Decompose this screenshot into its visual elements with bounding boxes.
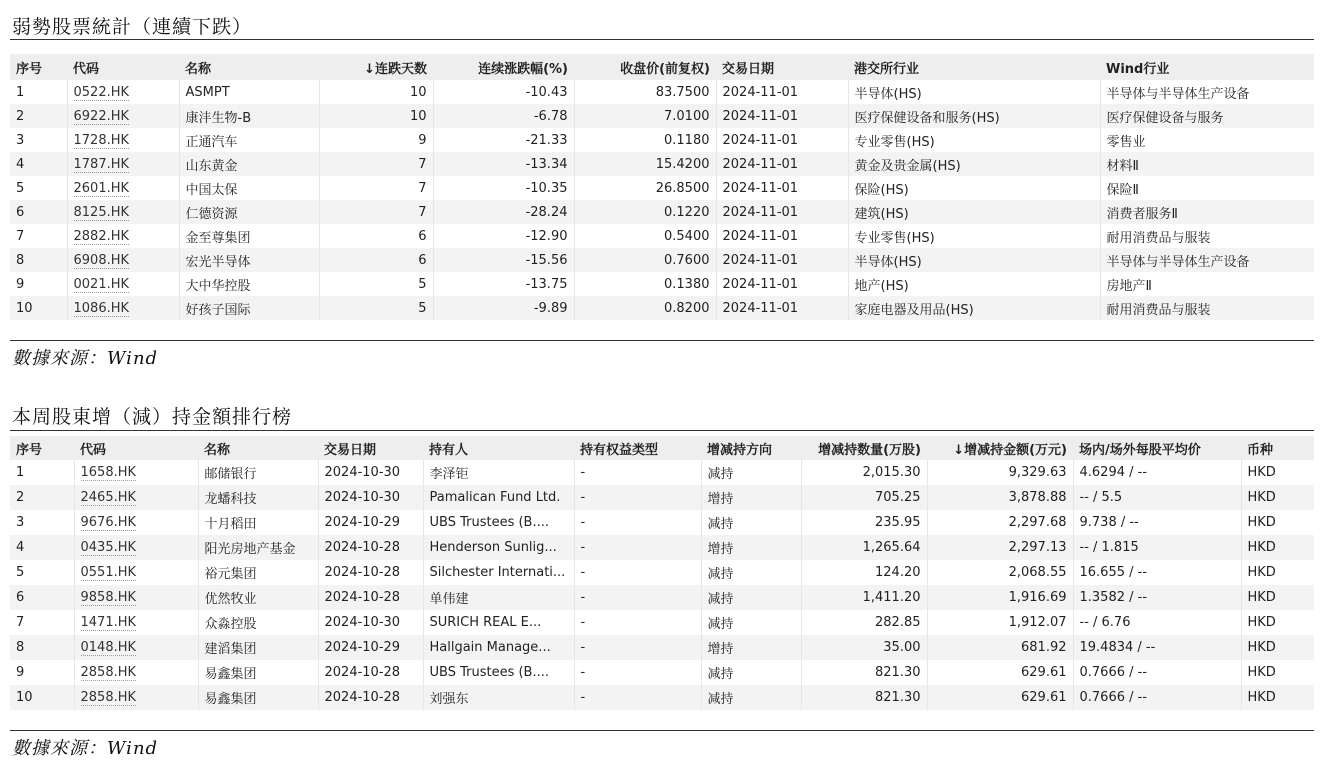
cell-code[interactable] xyxy=(74,635,198,660)
cell-avg-price: 4.6294 / -- xyxy=(1073,460,1241,485)
table-row[interactable] xyxy=(10,685,1314,710)
stock-code-link[interactable]: 2858.HK xyxy=(80,690,137,705)
cell-amount: 9,329.63 xyxy=(927,460,1073,485)
cell-code[interactable] xyxy=(67,176,179,200)
cell-equity-type: - xyxy=(574,485,701,510)
cell-direction: 减持 xyxy=(701,660,801,685)
cell-code[interactable] xyxy=(67,80,179,104)
cell-wind: 耐用消费品与服装 xyxy=(1106,230,1211,246)
cell-name: 大中华控股 xyxy=(179,272,319,296)
cell-amount: 3,878.88 xyxy=(927,485,1073,510)
cell-days: 7 xyxy=(319,200,433,224)
section2-top-rule xyxy=(10,430,1314,431)
cell-qty: 2,015.30 xyxy=(801,460,927,485)
cell-holder: 刘强东 xyxy=(423,685,574,710)
cell-date: 2024-11-01 xyxy=(716,224,848,248)
cell-seq: 1 xyxy=(10,460,74,485)
cell-close: 0.1380 xyxy=(574,272,716,296)
cell-currency: HKD xyxy=(1241,635,1314,660)
col-days-label: 连跌天数 xyxy=(374,61,427,77)
cell-seq: 10 xyxy=(10,685,74,710)
cell-days: 10 xyxy=(319,80,433,104)
cell-name: 十月稻田 xyxy=(198,510,318,535)
stock-code-link[interactable]: 0551.HK xyxy=(80,565,137,580)
cell-qty: 821.30 xyxy=(801,660,927,685)
stock-code-link[interactable]: 1658.HK xyxy=(80,465,137,480)
stock-code-link[interactable]: 0148.HK xyxy=(80,640,137,655)
cell-currency: HKD xyxy=(1241,535,1314,560)
col-trade-date[interactable]: 交易日期 xyxy=(318,436,423,460)
cell-hkex: 保险(HS) xyxy=(848,176,1100,200)
stock-code-link[interactable]: 6908.HK xyxy=(73,252,130,268)
section1-top-rule xyxy=(10,39,1314,40)
cell-seq: 8 xyxy=(10,635,74,660)
cell-code[interactable] xyxy=(74,460,198,485)
col-consecutive-down-days[interactable] xyxy=(319,54,433,80)
cell-amount: 629.61 xyxy=(927,685,1073,710)
stock-code-link[interactable]: 8125.HK xyxy=(73,204,130,220)
col-currency[interactable]: 币种 xyxy=(1241,436,1314,460)
cell-equity-type: - xyxy=(574,610,701,635)
cell-days: 5 xyxy=(319,296,433,320)
cell-amount: 2,068.55 xyxy=(927,560,1073,585)
cell-code[interactable] xyxy=(74,485,198,510)
cell-name: 仁德资源 xyxy=(179,200,319,224)
col-close-price[interactable]: 收盘价(前复权) xyxy=(574,54,716,80)
cell-wind: 消费者服务Ⅱ xyxy=(1100,200,1314,224)
cell-currency: HKD xyxy=(1241,685,1314,710)
table-row[interactable] xyxy=(10,535,1314,560)
cell-currency: HKD xyxy=(1247,665,1276,680)
col-name[interactable]: 名称 xyxy=(198,436,318,460)
table-row[interactable] xyxy=(10,296,1314,320)
cell-name: 康沣生物-B xyxy=(179,104,319,128)
cell-pct: -6.78 xyxy=(433,104,574,128)
stock-code-link[interactable]: 1787.HK xyxy=(73,156,130,172)
col-seq[interactable]: 序号 xyxy=(10,436,74,460)
cell-equity-type: - xyxy=(574,635,701,660)
table-row[interactable] xyxy=(10,660,1314,685)
cell-code[interactable] xyxy=(67,248,179,272)
cell-amount: 629.61 xyxy=(927,660,1073,685)
cell-amount: 1,912.07 xyxy=(927,610,1073,635)
section2-title: 本周股東增（減）持金額排行榜 xyxy=(12,406,293,428)
cell-close: 0.1180 xyxy=(574,128,716,152)
cell-avg-price: -- / 5.5 xyxy=(1073,485,1241,510)
cell-qty: 705.25 xyxy=(801,485,927,510)
cell-close: 26.8500 xyxy=(574,176,716,200)
cell-qty: 124.20 xyxy=(801,560,927,585)
table-header-row xyxy=(10,54,1314,80)
cell-holder: 李泽钜 xyxy=(423,460,574,485)
cell-date: 2024-10-30 xyxy=(318,610,423,635)
cell-date: 2024-10-28 xyxy=(318,685,423,710)
cell-seq: 1 xyxy=(10,80,67,104)
cell-direction: 增持 xyxy=(701,535,801,560)
cell-name: 山东黄金 xyxy=(179,152,319,176)
table-row[interactable] xyxy=(10,248,1314,272)
table-row[interactable] xyxy=(10,510,1314,535)
section1-bottom-rule xyxy=(10,340,1314,341)
col-avg-price[interactable]: 场内/场外每股平均价 xyxy=(1073,436,1241,460)
cell-currency: HKD xyxy=(1241,585,1314,610)
cell-pct: -10.43 xyxy=(433,80,574,104)
col-quantity[interactable]: 增减持数量(万股) xyxy=(801,436,927,460)
table-header-row xyxy=(10,436,1314,460)
cell-date: 2024-11-01 xyxy=(716,104,848,128)
cell-name: 裕元集团 xyxy=(198,560,318,585)
cell-wind: 房地产Ⅱ xyxy=(1106,278,1152,294)
cell-close: 0.7600 xyxy=(574,248,716,272)
col-amount-label: 增减持金额(万元) xyxy=(964,442,1067,458)
table-row[interactable] xyxy=(10,104,1314,128)
cell-holder: SURICH REAL E... xyxy=(423,610,574,635)
cell-name: 众淼控股 xyxy=(198,610,318,635)
cell-days: 10 xyxy=(319,104,433,128)
cell-seq: 7 xyxy=(10,224,67,248)
stock-code-link[interactable]: 6922.HK xyxy=(73,108,130,124)
cell-currency: HKD xyxy=(1247,465,1276,480)
table-row[interactable] xyxy=(10,610,1314,635)
cell-wind: 耐用消费品与服装 xyxy=(1100,296,1314,320)
cell-date: 2024-10-28 xyxy=(318,660,423,685)
cell-seq: 6 xyxy=(10,200,67,224)
table-row[interactable] xyxy=(10,272,1314,296)
cell-days: 7 xyxy=(319,176,433,200)
col-code[interactable]: 代码 xyxy=(67,54,179,80)
cell-equity-type: - xyxy=(574,585,701,610)
col-hkex-industry[interactable]: 港交所行业 xyxy=(848,54,1100,80)
cell-code[interactable] xyxy=(67,224,179,248)
stock-code-link[interactable]: 1471.HK xyxy=(80,615,137,630)
cell-name: ASMPT xyxy=(179,80,319,104)
cell-close: 15.4200 xyxy=(574,152,716,176)
table-row[interactable] xyxy=(10,560,1314,585)
cell-date: 2024-11-01 xyxy=(716,296,848,320)
cell-holder: Hallgain Manage... xyxy=(423,635,574,660)
col-direction[interactable]: 增减持方向 xyxy=(701,436,801,460)
cell-days: 6 xyxy=(319,248,433,272)
cell-code[interactable] xyxy=(74,685,198,710)
table-row[interactable] xyxy=(10,80,1314,104)
cell-equity-type: - xyxy=(574,510,701,535)
cell-avg-price: 0.7666 / -- xyxy=(1073,685,1241,710)
cell-direction: 减持 xyxy=(701,510,801,535)
table-row[interactable] xyxy=(10,200,1314,224)
cell-hkex: 半导体(HS) xyxy=(848,80,1100,104)
cell-date: 2024-10-30 xyxy=(318,485,423,510)
col-cumulative-change[interactable]: 连续涨跌幅(%) xyxy=(433,54,574,80)
cell-hkex: 医疗保健设备和服务(HS) xyxy=(848,104,1100,128)
stock-code-link[interactable]: 2465.HK xyxy=(80,490,137,505)
cell-equity-type: - xyxy=(574,460,701,485)
cell-qty: 821.30 xyxy=(801,685,927,710)
col-seq[interactable]: 序号 xyxy=(10,54,67,80)
cell-name: 阳光房地产基金 xyxy=(198,535,318,560)
cell-direction: 减持 xyxy=(701,685,801,710)
cell-name: 中国太保 xyxy=(179,176,319,200)
sort-desc-icon: ↓ xyxy=(364,61,375,77)
cell-date: 2024-10-29 xyxy=(318,635,423,660)
cell-name: 易鑫集团 xyxy=(198,660,318,685)
table-row[interactable] xyxy=(10,485,1314,510)
col-name[interactable]: 名称 xyxy=(179,54,319,80)
cell-amount: 681.92 xyxy=(927,635,1073,660)
cell-holder: Pamalican Fund Ltd. xyxy=(423,485,574,510)
cell-holder: Henderson Sunlig... xyxy=(423,535,574,560)
cell-seq: 3 xyxy=(10,128,67,152)
cell-name: 龙蟠科技 xyxy=(198,485,318,510)
stock-code-link[interactable]: 0522.HK xyxy=(73,84,130,100)
cell-avg-price: 1.3582 / -- xyxy=(1073,585,1241,610)
cell-date: 2024-10-28 xyxy=(318,560,423,585)
cell-hkex: 半导体(HS) xyxy=(848,248,1100,272)
cell-currency: HKD xyxy=(1247,615,1276,630)
cell-direction: 增持 xyxy=(701,635,801,660)
cell-name: 正通汽车 xyxy=(179,128,319,152)
cell-seq: 9 xyxy=(10,272,67,296)
table-row[interactable] xyxy=(10,635,1314,660)
cell-pct: -21.33 xyxy=(433,128,574,152)
table-row[interactable] xyxy=(10,224,1314,248)
cell-seq: 10 xyxy=(10,296,67,320)
cell-date: 2024-11-01 xyxy=(716,248,848,272)
cell-holder: Silchester Internati... xyxy=(423,560,574,585)
cell-avg-price: -- / 6.76 xyxy=(1073,610,1241,635)
cell-holder: UBS Trustees (B.... xyxy=(423,660,574,685)
table-row[interactable] xyxy=(10,128,1314,152)
cell-wind: 医疗保健设备与服务 xyxy=(1100,104,1314,128)
cell-date: 2024-11-01 xyxy=(716,152,848,176)
cell-close: 0.5400 xyxy=(574,224,716,248)
col-holder[interactable]: 持有人 xyxy=(423,436,574,460)
cell-hkex: 黄金及贵金属(HS) xyxy=(848,152,1100,176)
cell-date: 2024-11-01 xyxy=(716,128,848,152)
cell-code[interactable] xyxy=(74,610,198,635)
cell-pct: -9.89 xyxy=(433,296,574,320)
cell-pct: -15.56 xyxy=(433,248,574,272)
cell-seq: 2 xyxy=(10,104,67,128)
cell-code[interactable] xyxy=(67,296,179,320)
cell-qty: 35.00 xyxy=(801,635,927,660)
cell-currency: HKD xyxy=(1247,565,1276,580)
cell-code[interactable] xyxy=(67,200,179,224)
cell-qty: 1,265.64 xyxy=(801,535,927,560)
cell-direction: 减持 xyxy=(701,460,801,485)
cell-equity-type: - xyxy=(574,560,701,585)
cell-direction: 减持 xyxy=(701,585,801,610)
stock-code-link[interactable]: 2882.HK xyxy=(73,228,130,244)
cell-direction: 减持 xyxy=(701,610,801,635)
cell-name: 易鑫集团 xyxy=(198,685,318,710)
cell-equity-type: - xyxy=(574,535,701,560)
cell-wind: 半导体与半导体生产设备 xyxy=(1106,86,1250,102)
cell-days: 9 xyxy=(319,128,433,152)
cell-date: 2024-10-29 xyxy=(318,510,423,535)
stock-code-link[interactable]: 1728.HK xyxy=(73,132,130,148)
table-row[interactable] xyxy=(10,585,1314,610)
cell-days: 7 xyxy=(319,152,433,176)
stock-code-link[interactable]: 0021.HK xyxy=(73,276,130,292)
cell-equity-type: - xyxy=(574,685,701,710)
cell-qty: 235.95 xyxy=(801,510,927,535)
cell-seq: 6 xyxy=(10,585,74,610)
cell-code[interactable] xyxy=(74,560,198,585)
cell-date: 2024-10-30 xyxy=(318,460,423,485)
cell-pct: -13.34 xyxy=(433,152,574,176)
cell-amount: 2,297.68 xyxy=(927,510,1073,535)
table-row[interactable] xyxy=(10,176,1314,200)
cell-seq: 4 xyxy=(10,152,67,176)
cell-code[interactable] xyxy=(74,535,198,560)
cell-wind: 零售业 xyxy=(1106,134,1146,150)
cell-code[interactable] xyxy=(67,128,179,152)
holder-change-table xyxy=(10,436,1314,710)
cell-date: 2024-11-01 xyxy=(716,272,848,296)
cell-close: 0.1220 xyxy=(574,200,716,224)
cell-seq: 8 xyxy=(10,248,67,272)
cell-name: 宏光半导体 xyxy=(179,248,319,272)
cell-holder: 单伟建 xyxy=(423,585,574,610)
cell-pct: -28.24 xyxy=(433,200,574,224)
cell-avg-price: -- / 1.815 xyxy=(1073,535,1241,560)
stock-code-link[interactable]: 2858.HK xyxy=(80,665,137,680)
section2-bottom-rule xyxy=(10,730,1314,731)
cell-hkex: 地产(HS) xyxy=(848,272,1100,296)
table-row[interactable] xyxy=(10,152,1314,176)
cell-code[interactable] xyxy=(74,585,198,610)
cell-close: 0.8200 xyxy=(574,296,716,320)
cell-date: 2024-11-01 xyxy=(716,80,848,104)
cell-date: 2024-10-28 xyxy=(318,585,423,610)
col-code[interactable]: 代码 xyxy=(74,436,198,460)
cell-code[interactable] xyxy=(74,510,198,535)
cell-avg-price: 9.738 / -- xyxy=(1073,510,1241,535)
cell-qty: 282.85 xyxy=(801,610,927,635)
cell-name: 优然牧业 xyxy=(198,585,318,610)
cell-seq: 5 xyxy=(10,176,67,200)
cell-hkex: 专业零售(HS) xyxy=(848,128,1100,152)
cell-name: 建滔集团 xyxy=(198,635,318,660)
cell-amount: 2,297.13 xyxy=(927,535,1073,560)
cell-wind: 材料Ⅱ xyxy=(1100,152,1314,176)
cell-avg-price: 19.4834 / -- xyxy=(1073,635,1241,660)
cell-days: 6 xyxy=(319,224,433,248)
cell-code[interactable] xyxy=(67,272,179,296)
cell-pct: -12.90 xyxy=(433,224,574,248)
stock-code-link[interactable]: 9858.HK xyxy=(80,590,137,605)
cell-seq: 9 xyxy=(10,660,74,685)
cell-seq: 7 xyxy=(10,610,74,635)
stock-code-link[interactable]: 0435.HK xyxy=(80,540,137,555)
stock-code-link[interactable]: 2601.HK xyxy=(73,180,130,196)
cell-close: 83.7500 xyxy=(574,80,716,104)
cell-currency: HKD xyxy=(1241,485,1314,510)
cell-pct: -10.35 xyxy=(433,176,574,200)
cell-avg-price: 16.655 / -- xyxy=(1073,560,1241,585)
cell-hkex: 专业零售(HS) xyxy=(848,224,1100,248)
cell-currency: HKD xyxy=(1247,515,1276,530)
cell-wind: 保险Ⅱ xyxy=(1106,182,1139,198)
cell-name: 好孩子国际 xyxy=(179,296,319,320)
section1-title: 弱勢股票統計（連續下跌） xyxy=(12,16,253,38)
cell-hkex: 建筑(HS) xyxy=(848,200,1100,224)
cell-seq: 3 xyxy=(10,510,74,535)
col-equity-type[interactable]: 持有权益类型 xyxy=(574,436,701,460)
cell-code[interactable] xyxy=(67,104,179,128)
cell-amount: 1,916.69 xyxy=(927,585,1073,610)
cell-code[interactable] xyxy=(67,152,179,176)
cell-pct: -13.75 xyxy=(433,272,574,296)
col-wind-industry[interactable]: Wind行业 xyxy=(1100,54,1314,80)
cell-direction: 增持 xyxy=(701,485,801,510)
stock-code-link[interactable]: 1086.HK xyxy=(73,300,130,316)
cell-seq: 4 xyxy=(10,535,74,560)
cell-name: 邮储银行 xyxy=(198,460,318,485)
section2-source: 數據來源：Wind xyxy=(12,738,159,759)
cell-avg-price: 0.7666 / -- xyxy=(1073,660,1241,685)
sort-desc-icon: ↓ xyxy=(953,442,965,458)
cell-date: 2024-11-01 xyxy=(716,176,848,200)
cell-date: 2024-10-28 xyxy=(318,535,423,560)
cell-close: 7.0100 xyxy=(574,104,716,128)
cell-qty: 1,411.20 xyxy=(801,585,927,610)
col-amount[interactable] xyxy=(927,436,1073,460)
cell-seq: 2 xyxy=(10,485,74,510)
section1-source: 數據來源：Wind xyxy=(12,348,159,369)
cell-direction: 减持 xyxy=(701,560,801,585)
col-trade-date[interactable]: 交易日期 xyxy=(716,54,848,80)
cell-wind: 半导体与半导体生产设备 xyxy=(1100,248,1314,272)
stock-code-link[interactable]: 9676.HK xyxy=(80,515,137,530)
cell-hkex: 家庭电器及用品(HS) xyxy=(848,296,1100,320)
cell-days: 5 xyxy=(319,272,433,296)
cell-seq: 5 xyxy=(10,560,74,585)
cell-date: 2024-11-01 xyxy=(716,200,848,224)
table-row[interactable] xyxy=(10,460,1314,485)
cell-code[interactable] xyxy=(74,660,198,685)
cell-equity-type: - xyxy=(574,660,701,685)
cell-name: 金至尊集团 xyxy=(179,224,319,248)
weak-stocks-table xyxy=(10,54,1314,320)
cell-holder: UBS Trustees (B.... xyxy=(423,510,574,535)
